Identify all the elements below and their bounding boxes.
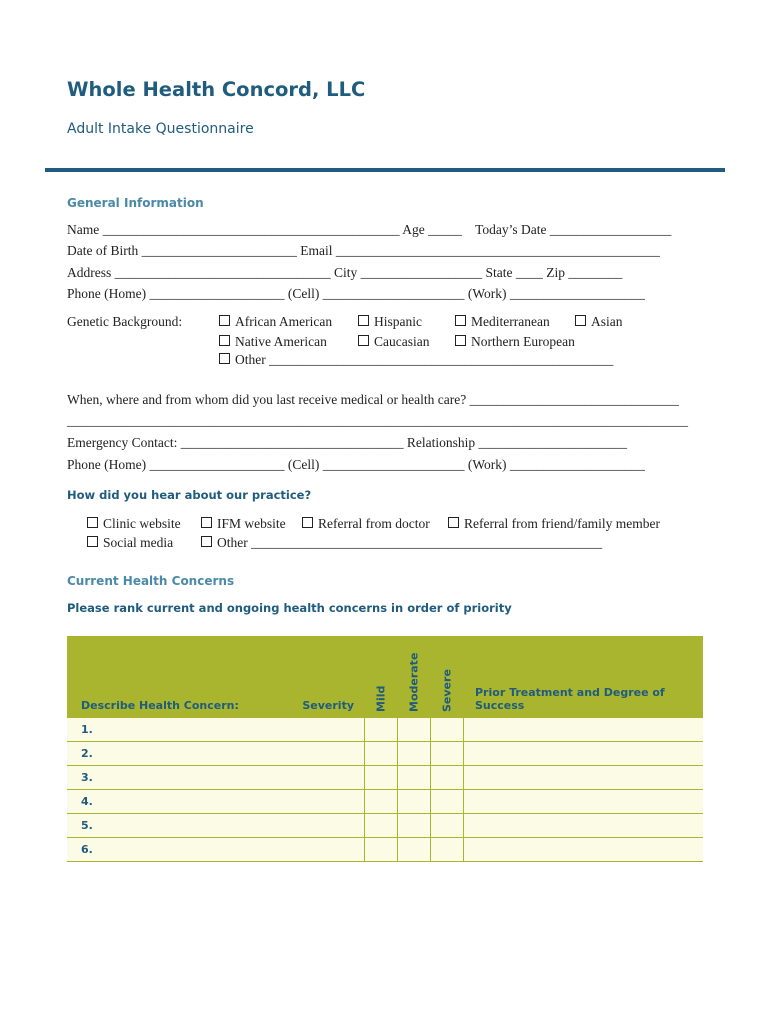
moderate-cell[interactable] (397, 838, 430, 862)
checkbox-asian[interactable]: Asian (575, 314, 623, 330)
col-severe: Severe (430, 636, 463, 718)
mild-cell[interactable] (364, 718, 397, 742)
col-severity: Severity (281, 636, 364, 718)
checkbox-icon[interactable] (455, 335, 466, 346)
severe-cell[interactable] (430, 814, 463, 838)
row-number: 3. (67, 766, 364, 790)
checkbox-icon[interactable] (87, 517, 98, 528)
checkbox-icon[interactable] (87, 536, 98, 547)
last-care-continuation[interactable]: ____________________________________________________________________________________________ (67, 413, 688, 428)
row-number: 4. (67, 790, 364, 814)
row-number: 6. (67, 838, 364, 862)
severe-cell[interactable] (430, 790, 463, 814)
table-row (67, 814, 703, 838)
prior-treatment-cell[interactable] (463, 742, 703, 766)
checkbox-native-american[interactable]: Native American (219, 334, 327, 350)
emergency-contact-line[interactable]: Emergency Contact: _________________________________ Relationship ______________________ (67, 435, 627, 450)
mild-cell[interactable] (364, 814, 397, 838)
checkbox-genetic-other[interactable]: Other ___________________________________________________ (219, 352, 613, 368)
row-number: 5. (67, 814, 364, 838)
prior-treatment-cell[interactable] (463, 790, 703, 814)
referral-question: How did you hear about our practice? (67, 488, 312, 502)
moderate-cell[interactable] (397, 742, 430, 766)
table-row (67, 766, 703, 790)
severe-cell[interactable] (430, 742, 463, 766)
moderate-cell[interactable] (397, 718, 430, 742)
checkbox-icon[interactable] (358, 315, 369, 326)
col-mild: Mild (364, 636, 397, 718)
checkbox-mediterranean[interactable]: Mediterranean (455, 314, 550, 330)
address-line[interactable]: Address ________________________________ City __________________ State ____ Zip ________ (67, 265, 623, 280)
checkbox-icon[interactable] (575, 315, 586, 326)
mild-cell[interactable] (364, 838, 397, 862)
moderate-cell[interactable] (397, 814, 430, 838)
checkbox-icon[interactable] (455, 315, 466, 326)
general-information-heading: General Information (67, 196, 204, 210)
checkbox-referral-other[interactable]: Other ____________________________________________________ (201, 535, 602, 551)
checkbox-icon[interactable] (219, 315, 230, 326)
checkbox-icon[interactable] (219, 353, 230, 364)
row-number: 1. (67, 718, 364, 742)
checkbox-icon[interactable] (302, 517, 313, 528)
checkbox-ifm-website[interactable]: IFM website (201, 516, 286, 532)
checkbox-referral-friend[interactable]: Referral from friend/family member (448, 516, 660, 532)
table-row (67, 742, 703, 766)
row-number: 2. (67, 742, 364, 766)
checkbox-caucasian[interactable]: Caucasian (358, 334, 429, 350)
name-age-date-line[interactable]: Name ____________________________________________ Age _____ Today’s Date __________________ (67, 222, 672, 237)
checkbox-icon[interactable] (358, 335, 369, 346)
col-describe-concern: Describe Health Concern: (67, 636, 281, 718)
prior-treatment-cell[interactable] (463, 766, 703, 790)
table-row (67, 838, 703, 862)
checkbox-icon[interactable] (201, 536, 212, 547)
checkbox-icon[interactable] (201, 517, 212, 528)
moderate-cell[interactable] (397, 766, 430, 790)
checkbox-icon[interactable] (448, 517, 459, 528)
severe-cell[interactable] (430, 718, 463, 742)
severe-cell[interactable] (430, 838, 463, 862)
table-header-row (67, 636, 703, 718)
page-subtitle: Adult Intake Questionnaire (67, 121, 254, 137)
health-concerns-instruction: Please rank current and ongoing health concerns in order of priority (67, 601, 512, 615)
health-concerns-heading: Current Health Concerns (67, 574, 235, 588)
table-row (67, 718, 703, 742)
prior-treatment-cell[interactable] (463, 718, 703, 742)
header-divider (45, 168, 725, 172)
dob-email-line[interactable]: Date of Birth _______________________ Email ________________________________________________ (67, 243, 660, 258)
phone-line[interactable]: Phone (Home) ____________________ (Cell) _____________________ (Work) ____________________ (67, 286, 645, 301)
checkbox-icon[interactable] (219, 335, 230, 346)
col-prior-treatment: Prior Treatment and Degree of Success (463, 636, 703, 718)
page-title: Whole Health Concord, LLC (67, 78, 366, 101)
checkbox-clinic-website[interactable]: Clinic website (87, 516, 181, 532)
checkbox-hispanic[interactable]: Hispanic (358, 314, 422, 330)
checkbox-referral-doctor[interactable]: Referral from doctor (302, 516, 430, 532)
emergency-phone-line[interactable]: Phone (Home) ____________________ (Cell) _____________________ (Work) ____________________ (67, 457, 645, 472)
mild-cell[interactable] (364, 742, 397, 766)
checkbox-social-media[interactable]: Social media (87, 535, 173, 551)
checkbox-african-american[interactable]: African American (219, 314, 332, 330)
col-moderate: Moderate (397, 636, 430, 718)
prior-treatment-cell[interactable] (463, 814, 703, 838)
mild-cell[interactable] (364, 766, 397, 790)
last-care-question[interactable]: When, where and from whom did you last receive medical or health care? _______________________________ (67, 392, 679, 407)
moderate-cell[interactable] (397, 790, 430, 814)
health-concerns-table (67, 636, 703, 862)
genetic-background-label: Genetic Background: (67, 314, 183, 329)
mild-cell[interactable] (364, 790, 397, 814)
prior-treatment-cell[interactable] (463, 838, 703, 862)
severe-cell[interactable] (430, 766, 463, 790)
checkbox-northern-european[interactable]: Northern European (455, 334, 575, 350)
table-row (67, 790, 703, 814)
